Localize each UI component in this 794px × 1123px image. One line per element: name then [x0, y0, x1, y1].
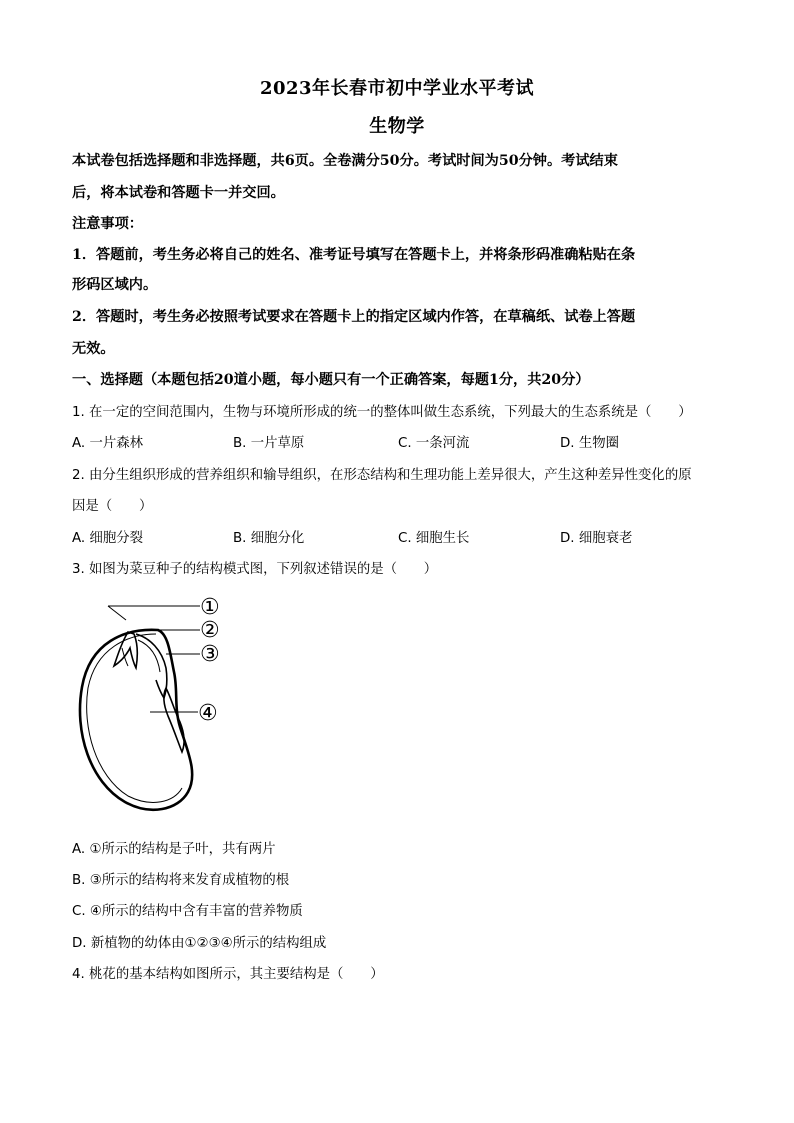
question-3-option-b: B. ③所示的结构将来发育成植物的根 — [72, 873, 290, 888]
question-1-option-b: B. 一片草原 — [233, 436, 305, 451]
question-3-option-c: C. ④所示的结构中含有丰富的营养物质 — [72, 904, 303, 919]
seed-coat-inner — [87, 634, 182, 802]
question-2-option-c: C. 细胞生长 — [398, 531, 470, 546]
question-4-stem: 4. 桃花的基本结构如图所示，其主要结构是（ ） — [72, 967, 384, 982]
subject-title: 生物学 — [369, 116, 425, 137]
question-2-option-b: B. 细胞分化 — [233, 531, 305, 546]
note-2-line-1: 2．答题时，考生务必按照考试要求在答题卡上的指定区域内作答，在草稿纸、试卷上答题 — [72, 309, 636, 325]
leader-line-1 — [108, 606, 126, 620]
question-2-option-a: A. 细胞分裂 — [72, 531, 143, 546]
note-2-line-2: 无效。 — [72, 341, 115, 357]
question-2-option-d: D. 细胞衰老 — [560, 531, 633, 546]
notes-heading: 注意事项： — [72, 216, 143, 232]
hilum-shape — [164, 688, 184, 752]
question-1-option-a: A. 一片森林 — [72, 436, 143, 451]
diagram-label-3: ③ — [200, 642, 220, 667]
question-3-stem: 3. 如图为菜豆种子的结构模式图，下列叙述错误的是（ ） — [72, 562, 438, 577]
intro-line-1: 本试卷包括选择题和非选择题，共6页。全卷满分50分。考试时间为50分钟。考试结束 — [72, 153, 618, 169]
plumule-leaf — [122, 648, 128, 666]
question-2-stem-line-2: 因是（ ） — [72, 499, 153, 514]
exam-title: 2023年长春市初中学业水平考试 — [259, 78, 535, 99]
question-3-option-d: D. 新植物的幼体由①②③④所示的结构组成 — [72, 936, 327, 951]
diagram-label-2: ② — [200, 618, 220, 643]
question-2-stem-line-1: 2. 由分生组织形成的营养组织和输导组织，在形态结构和生理功能上差异很大，产生这种差异性变化的原 — [72, 468, 692, 483]
diagram-label-1: ① — [200, 595, 220, 620]
intro-line-2: 后，将本试卷和答题卡一并交回。 — [72, 185, 285, 201]
section-1-heading: 一、选择题（本题包括20道小题，每小题只有一个正确答案，每题1分，共20分） — [72, 372, 590, 388]
radicle-inner — [138, 640, 160, 672]
question-3-option-a: A. ①所示的结构是子叶，共有两片 — [72, 842, 276, 857]
note-1-line-1: 1．答题前，考生务必将自己的姓名、准考证号填写在答题卡上，并将条形码准确粘贴在条 — [72, 247, 636, 263]
question-1-option-d: D. 生物圈 — [560, 436, 619, 451]
diagram-label-4: ④ — [198, 701, 218, 726]
note-1-line-2: 形码区域内。 — [72, 277, 158, 293]
question-1-stem: 1. 在一定的空间范围内，生物与环境所形成的统一的整体叫做生态系统，下列最大的生态系统是（ ） — [72, 405, 692, 420]
seed-coat-outline — [80, 630, 192, 810]
question-1-option-c: C. 一条河流 — [398, 436, 470, 451]
bean-seed-diagram — [70, 592, 260, 817]
radicle-shape — [136, 634, 167, 698]
